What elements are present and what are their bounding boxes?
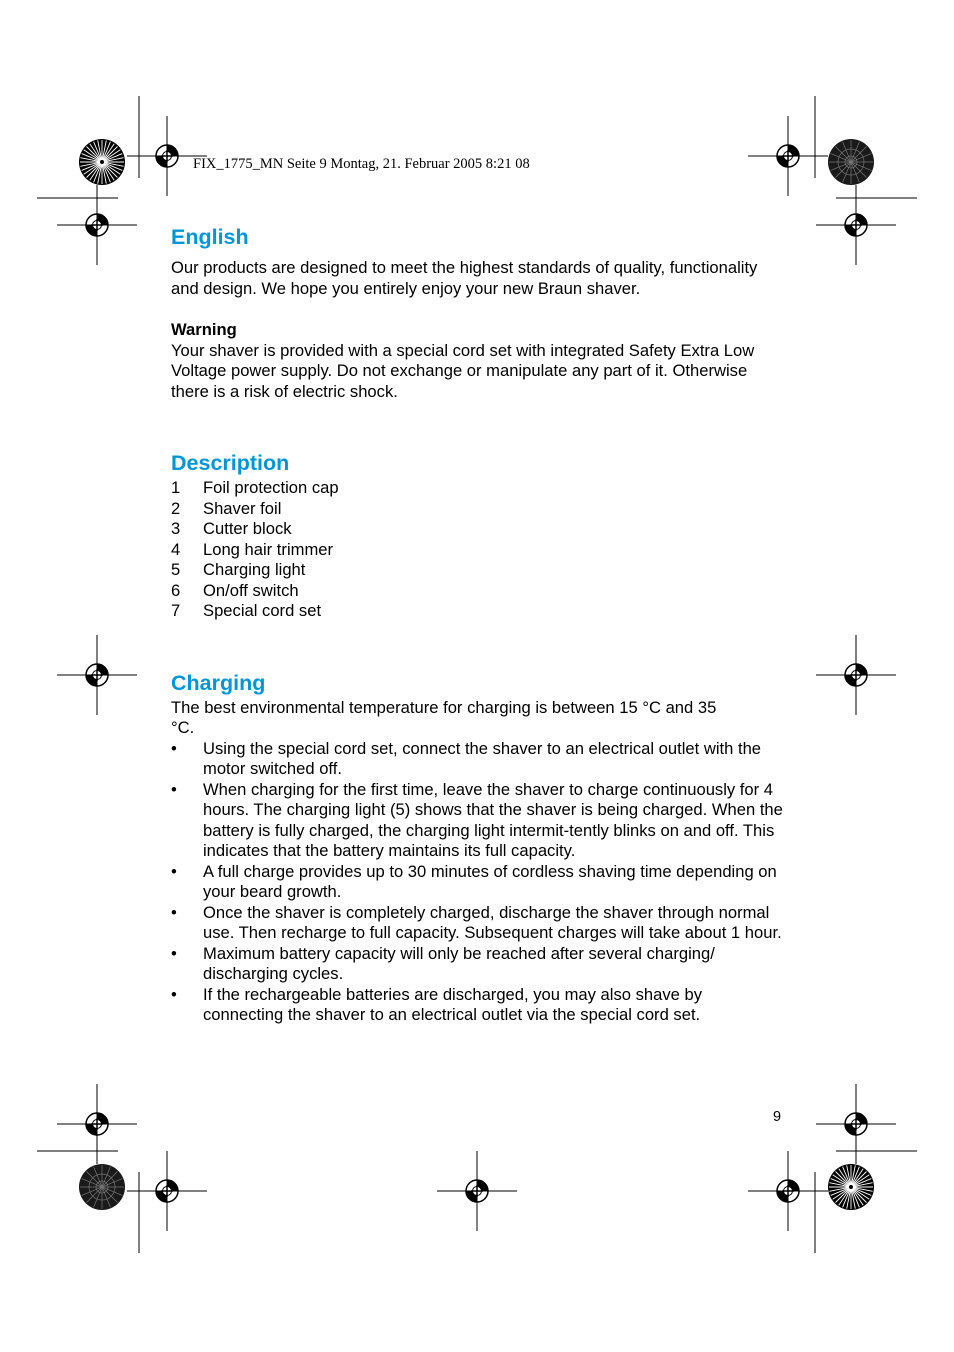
list-item (171, 560, 786, 581)
item-label: Shaver foil (203, 498, 282, 518)
list-item (171, 985, 786, 1026)
bullet-text: When charging for the first time, leave the shaver to charge continuously for 4 hours. The charging light (5) shows that the shaver is being charged. When the battery is fully charged, the charging light intermit-tently blinks on and off. This indicates that the battery maintains its full capacity. (203, 779, 783, 860)
charging-bullets (171, 739, 786, 1026)
bullet-text: If the rechargeable batteries are discharged, you may also shave by connecting the shaver to an electrical outlet via the special cord set. (203, 984, 703, 1024)
bullet-icon: • (171, 902, 177, 922)
bullet-text: Using the special cord set, connect the shaver to an electrical outlet with the motor switched off. (203, 738, 762, 778)
warning-title: Warning (171, 320, 237, 339)
page-content (171, 222, 786, 1026)
parts-list (171, 478, 786, 622)
item-number: 3 (171, 519, 181, 538)
item-number: 1 (171, 478, 181, 497)
english-heading: English (171, 225, 249, 249)
item-number: 6 (171, 580, 181, 600)
item-label: Charging light (203, 560, 306, 579)
list-item (171, 903, 786, 944)
list-item (171, 780, 786, 862)
bullet-icon: • (171, 738, 177, 758)
list-item (171, 519, 786, 540)
corner-star-bottom-left (79, 1164, 125, 1210)
corner-star-top-left (79, 139, 125, 185)
item-label: Long hair trimmer (203, 539, 334, 559)
charging-heading: Charging (171, 670, 266, 695)
item-label: Special cord set (203, 601, 322, 620)
description-heading: Description (171, 451, 290, 475)
print-slug-line: FIX_1775_MN Seite 9 Montag, 21. Februar 2005 8:21 08 (193, 156, 530, 172)
bullet-icon: • (171, 779, 177, 799)
bullet-icon: • (171, 984, 177, 1004)
list-item (171, 499, 786, 520)
item-label: Cutter block (203, 519, 292, 538)
corner-star-bottom-right (828, 1164, 874, 1210)
charging-intro: The best environmental temperature for charging is between 15 °C and 35 °C. (171, 697, 717, 737)
list-item (171, 540, 786, 561)
list-item (171, 478, 786, 499)
warning-text: Your shaver is provided with a special cord set with integrated Safety Extra Low Voltage power supply. Do not exchange or manipulate any part of it. Otherwise there is a risk of electric shock. (171, 340, 755, 401)
bullet-text: Maximum battery capacity will only be reached after several charging/ discharging cycles. (203, 943, 715, 983)
bullet-text: A full charge provides up to 30 minutes of cordless shaving time depending on your beard growth. (203, 861, 777, 901)
list-item (171, 862, 786, 903)
item-label: On/off switch (203, 580, 299, 600)
item-number: 5 (171, 560, 181, 579)
item-number: 7 (171, 601, 181, 620)
item-number: 2 (171, 498, 181, 518)
corner-star-top-right (828, 139, 874, 185)
bullet-icon: • (171, 861, 177, 881)
item-number: 4 (171, 539, 181, 559)
bullet-text: Once the shaver is completely charged, discharge the shaver through normal use. Then recharge to full capacity. Subsequent charges will take about 1 hour. (203, 902, 782, 942)
page-number: 9 (773, 1109, 782, 1125)
item-label: Foil protection cap (203, 478, 339, 497)
english-intro: Our products are designed to meet the highest standards of quality, functionality and design. We hope you entirely enjoy your new Braun shaver. (171, 258, 758, 298)
list-item (171, 739, 786, 780)
list-item (171, 581, 786, 602)
list-item (171, 601, 786, 622)
list-item (171, 944, 786, 985)
bullet-icon: • (171, 943, 177, 963)
